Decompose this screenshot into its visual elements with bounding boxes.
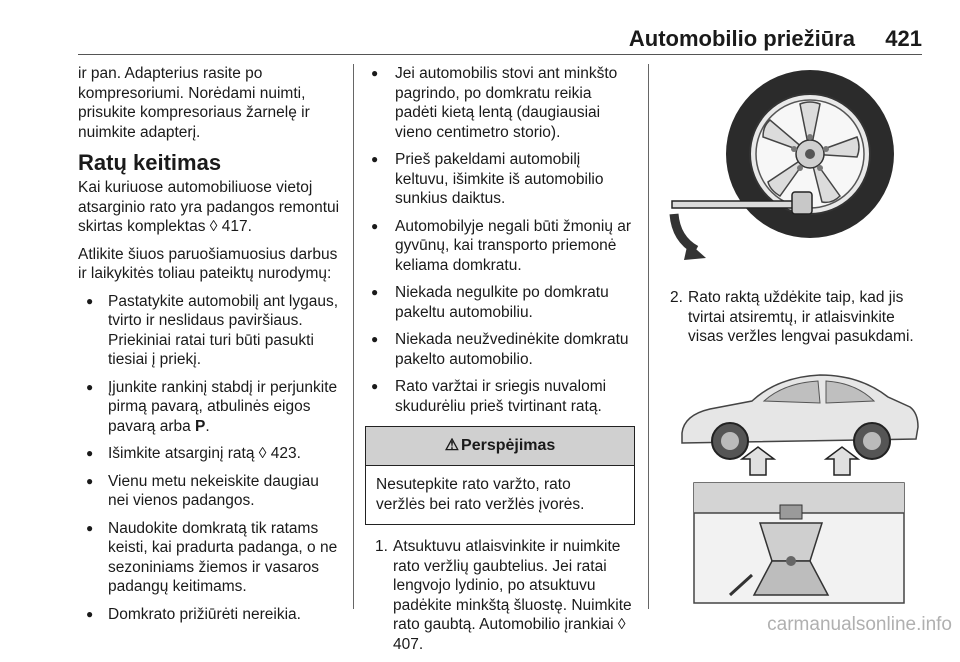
column-divider-2 (648, 64, 649, 609)
step-item: 1. Atsuktuvu atlaisvinkite ir nuimkite rato veržlių gaubtelius. Jei ratai lengvojo lydinio, po atsuktuvu padėkite minkštą šluostę. Nuimkite rato gaubtą. Automobilio įrankiai ◊ 407. (375, 538, 632, 653)
list-item: ● Naudokite domkratą tik ratams keisti, kai pradurta padanga, o ne sezoniniams žiemos ir vasaros padangų keitimams. (78, 519, 343, 597)
list-item: ● Vienu metu nekeiskite daugiau nei vienos padangos. (78, 472, 343, 511)
section-title: Automobilio priežiūra (628, 26, 855, 51)
paragraph-repair-kit: Kai kuriuose automobiliuose vietoj atsarginio rato yra padangos remontui skirtas komplektas ◊ 417. (78, 179, 340, 235)
section-heading: Ratų keitimas (78, 150, 222, 175)
list-item: ● Automobilyje negali būti žmonių ar gyvūnų, kai transporto priemonė keliama domkratu. (365, 217, 635, 276)
list-item: ● Prieš pakeldami automobilį keltuvu, išimkite iš automobilio sunkius daiktus. (365, 150, 635, 209)
list-item: ● Niekada neužvedinėkite domkratu pakelto automobilio. (365, 330, 635, 369)
list-item: ● Išimkite atsarginį ratą ◊ 423. (78, 444, 343, 464)
warning-triangle-icon: ⚠ (444, 437, 460, 455)
column-divider-1 (353, 64, 354, 609)
safety-list (365, 64, 635, 416)
page-header (0, 0, 960, 56)
preparation-list (78, 292, 343, 625)
warning-body: Nesutepkite rato varžto, rato veržlės bei rato veržlės įvorės. (376, 476, 585, 513)
warning-box (365, 426, 635, 525)
page-number: 421 (885, 26, 922, 51)
list-item-gear: ● Įjunkite rankinį stabdį ir perjunkite pirmą pavarą, atbulinės eigos pavarą arba P. (78, 378, 343, 437)
warning-title: Perspėjimas (461, 437, 556, 455)
park-symbol: P (195, 417, 206, 435)
column-3 (660, 64, 930, 610)
steps-list (660, 288, 930, 347)
column-1 (78, 64, 343, 632)
paragraph-preparation: Atlikite šiuos paruošiamuosius darbus ir laikykitės toliau pateiktų nurodymų: (78, 245, 338, 282)
intro-paragraph: ir pan. Adapterius rasite po kompresoriumi. Norėdami nuimti, prisukite kompresoriaus žarnelę ir nuimkite adapterį. (78, 65, 310, 141)
list-item: ● Domkrato prižiūrėti nereikia. (78, 605, 343, 625)
watermark: carmanualsonline.info (767, 614, 952, 635)
step-item: 2. Rato raktą uždėkite taip, kad jis tvirtai atsiremtų, ir atlaisvinkite visas veržles lengvai pasukdami. (670, 289, 914, 345)
list-item: ● Niekada negulkite po domkratu pakeltu automobiliu. (365, 283, 635, 322)
steps-list (365, 537, 635, 654)
list-item: ● Rato varžtai ir sriegis nuvalomi skudurėliu prieš tvirtinant ratą. (365, 377, 635, 416)
header-rule (78, 54, 922, 55)
car-jacking-points-illustration (660, 355, 930, 610)
list-item: ● Jei automobilis stovi ant minkšto pagrindo, po domkratu reikia padėti kietą lentą (daugiausiai vieno centimetro storio). (365, 64, 635, 142)
column-2 (365, 64, 635, 662)
wheel-wrench-illustration (660, 64, 930, 274)
warning-header (366, 427, 634, 466)
list-item: ● Pastatykite automobilį ant lygaus, tvirto ir neslidaus paviršiaus. Priekiniai ratai turi būti pasukti tiesiai į priekį. (78, 292, 343, 370)
